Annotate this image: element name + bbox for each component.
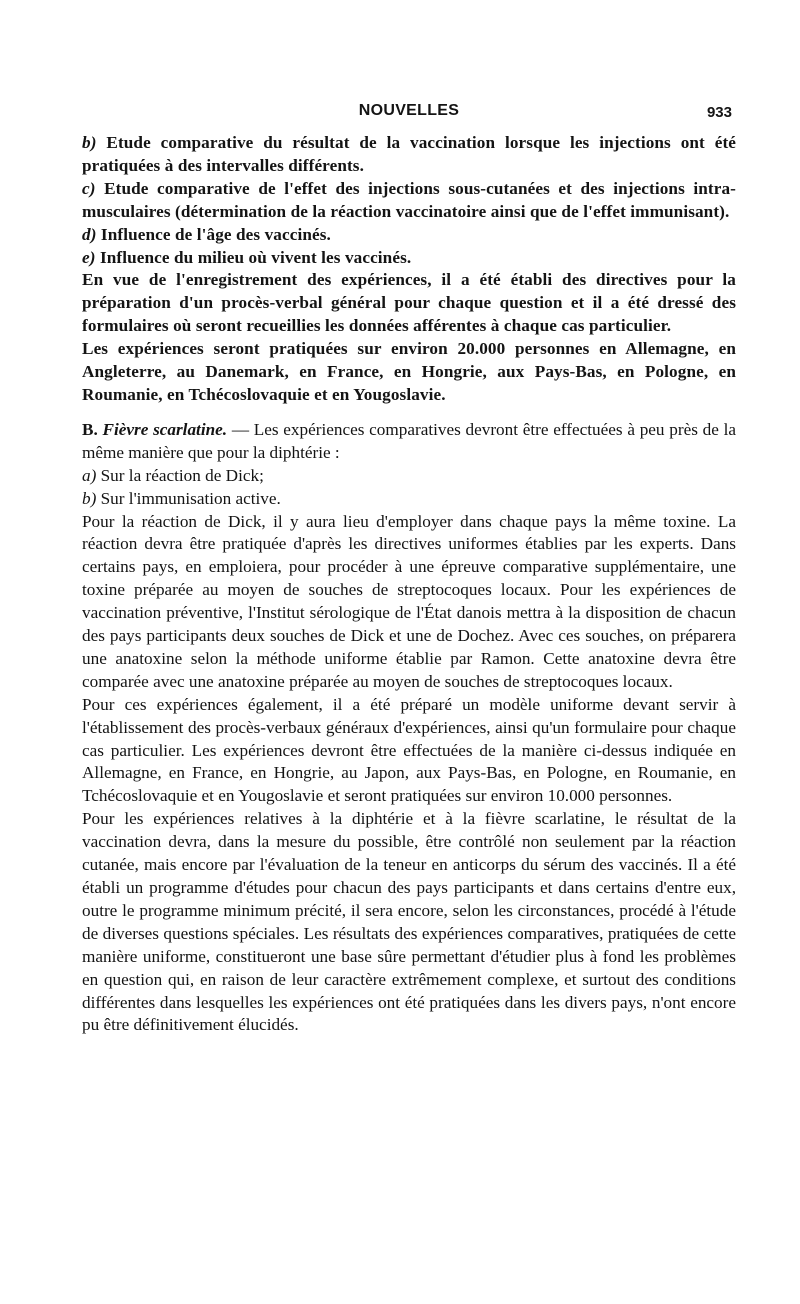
paragraph-d <box>82 224 736 247</box>
paragraph-text: En vue de l'enregistrement des expériences, il a été établi des directives pour la préparation d'un procès-verbal général pour chaque question et il a été dressé des formulaires où seront recueillies les données afférentes à chaque cas particulier. <box>82 270 736 336</box>
section-heading: Fièvre scarlatine. <box>102 419 228 439</box>
bold-section <box>82 132 736 407</box>
section-gap <box>82 407 736 419</box>
running-title: NOUVELLES <box>358 102 460 119</box>
paragraph-text: Etude comparative de l'effet des injections sous-cutanées et des injections intra-musculaires (détermination de la réaction vaccinatoire ainsi que de l'effet immunisant). <box>82 178 736 221</box>
paragraph-uniform-model: Pour ces expériences également, il a été préparé un modèle uniforme devant servir à l'établissement des procès-verbaux généraux d'expériences, ainsi qu'un formulaire pour chaque cas particulier. Les expériences devront être effectuées de la manière ci-dessus indiquée en Allemagne, en France, en Hongrie, au Japon, aux Pays-Bas, en Pologne, en Roumanie, en Tchécoslovaquie et en Yougoslavie et seront pratiquées sur environ 10.000 personnes. <box>82 694 736 806</box>
section-b-intro <box>82 419 736 465</box>
paragraph-dick-reaction: Pour la réaction de Dick, il y aura lieu d'employer dans chaque pays la même toxine. La réaction devra être pratiquée d'après les directives uniformes établies par les experts. Dans certains pays, en emploiera, pour procéder à une épreuve comparative supplémentaire, une toxine préparée au moyen de souches de streptocoques locaux. Pour les expériences de vaccination préventive, l'Institut sérologique de l'État danois mettra à la disposition de chacun des pays participants deux souches de Dick et une de Dochez. Avec ces souches, on préparera une anatoxine selon la méthode uniforme établie par Ramon. Cette anatoxine devra être comparée avec une anatoxine préparée au moyen de souches de streptocoques locaux. <box>82 511 736 691</box>
paragraph-results: Pour les expériences relatives à la diphtérie et à la fièvre scarlatine, le résultat de la vaccination devra, dans la mesure du possible, être contrôlé non seulement par la réaction cutanée, mais encore par l'évaluation de la teneur en anticorps du sérum des vaccinés. Il a été établi un programme d'études pour chacun des pays participants et dans certains d'entre eux, outre le programme minimum précité, il sera encore, selon les circonstances, procédé à l'étude de diverses questions spéciales. Les résultats des expériences comparatives, pratiquées de cette manière uniforme, constitueront une base sûre permettant d'étudier plus à fond les problèmes en question qui, en raison de leur caractère extrêmement complexe, et surtout des conditions différentes dans lesquelles les expériences ont été pratiquées dans les divers pays, n'ont encore pu être définitivement élucidés. <box>82 809 736 1035</box>
paragraph-text: Influence de l'âge des vaccinés. <box>96 224 331 244</box>
paragraph-countries <box>82 338 736 407</box>
page-number: 933 <box>706 104 732 121</box>
section-label: B. <box>82 419 98 439</box>
paragraph-text: Etude comparative du résultat de la vaccination lorsque les injections ont été pratiquées à des intervalles différents. <box>82 133 736 175</box>
item-label: c) <box>82 178 96 198</box>
section-b <box>82 419 736 1037</box>
item-label: d) <box>82 224 97 244</box>
item-label: b) <box>82 133 97 152</box>
section-intro-text: — Les expériences comparatives devront être effectuées à peu près de la même manière que pour la diphtérie : <box>82 419 737 462</box>
paragraph-text: Les expériences seront pratiquées sur environ 20.000 personnes en Allemagne, en Angleterre, au Danemark, en France, en Hongrie, aux Pays-Bas, en Pologne, en Roumanie, en Tchécoslovaquie et en Yougoslavie. <box>82 339 736 404</box>
paragraph-b <box>82 132 736 178</box>
paragraph-text: Influence du milieu où vivent les vaccinés. <box>95 247 412 267</box>
document-page <box>82 96 736 1037</box>
page-header <box>82 96 736 132</box>
paragraph-e <box>82 247 736 270</box>
item-text: Sur l'immunisation active. <box>96 488 281 508</box>
paragraph-registration <box>82 269 736 338</box>
item-label: a) <box>82 465 97 485</box>
item-label: e) <box>82 247 96 267</box>
list-item-a <box>82 465 736 488</box>
list-item-b <box>82 488 736 511</box>
item-label: b) <box>82 488 97 508</box>
paragraph-c <box>82 178 736 224</box>
item-text: Sur la réaction de Dick; <box>96 465 264 485</box>
